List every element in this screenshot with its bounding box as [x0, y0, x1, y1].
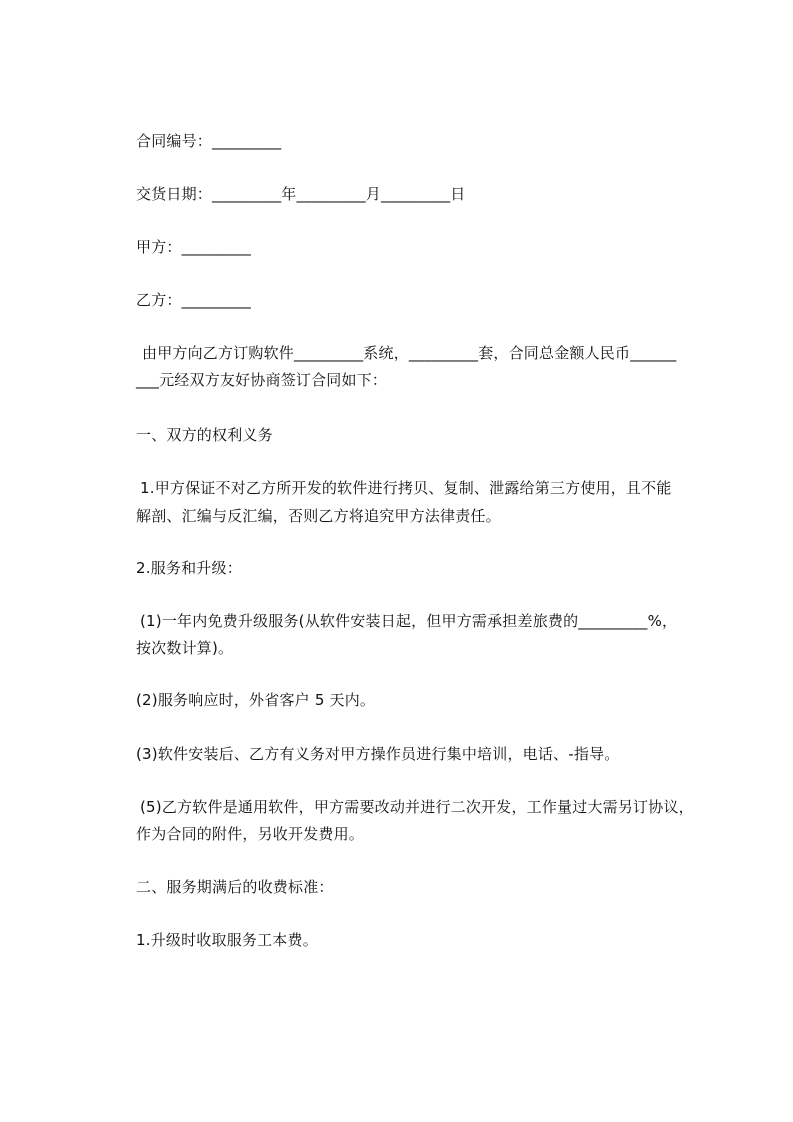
party-b-line: 乙方：_________ — [136, 291, 251, 309]
section-heading-rights-obligations: 一、双方的权利义务 — [136, 426, 273, 444]
item-1-line-1: (1)一年内免费升级服务(从软件安装日起，但甲方需承担差旅费的_________%， — [140, 612, 678, 630]
contract-number-line: 合同编号：_________ — [136, 132, 282, 150]
item-5-line-2: 作为合同的附件，另收开发费用。 — [136, 825, 365, 843]
clause-1-line-2: 解剖、汇编与反汇编，否则乙方将追究甲方法律责任。 — [136, 507, 501, 525]
party-a-line: 甲方：_________ — [136, 238, 251, 256]
item-3: (3)软件安装后、乙方有义务对甲方操作员进行集中培训，电话、-指导。 — [136, 745, 620, 763]
intro-paragraph-line-1: 由甲方向乙方订购软件_________系统，_________套，合同总金额人民币______ — [142, 344, 677, 362]
fee-item-1: 1.升级时收取服务工本费。 — [136, 931, 318, 949]
section-heading-fee-standard: 二、服务期满后的收费标准： — [136, 878, 334, 896]
item-5-line-1: (5)乙方软件是通用软件，甲方需要改动并进行二次开发，工作量过大需另订协议， — [140, 798, 694, 816]
clause-1-line-1: 1.甲方保证不对乙方所开发的软件进行拷贝、复制、泄露给第三方使用，且不能 — [140, 479, 672, 497]
item-1-line-2: 按次数计算)。 — [136, 639, 234, 657]
item-2: (2)服务响应时，外省客户 5 天内。 — [136, 691, 376, 709]
delivery-date-line: 交货日期：_________年_________月_________日 — [136, 185, 466, 203]
intro-paragraph-line-2: ___元经双方友好协商签订合同如下： — [136, 371, 388, 389]
clause-2-heading: 2.服务和升级： — [136, 559, 242, 577]
